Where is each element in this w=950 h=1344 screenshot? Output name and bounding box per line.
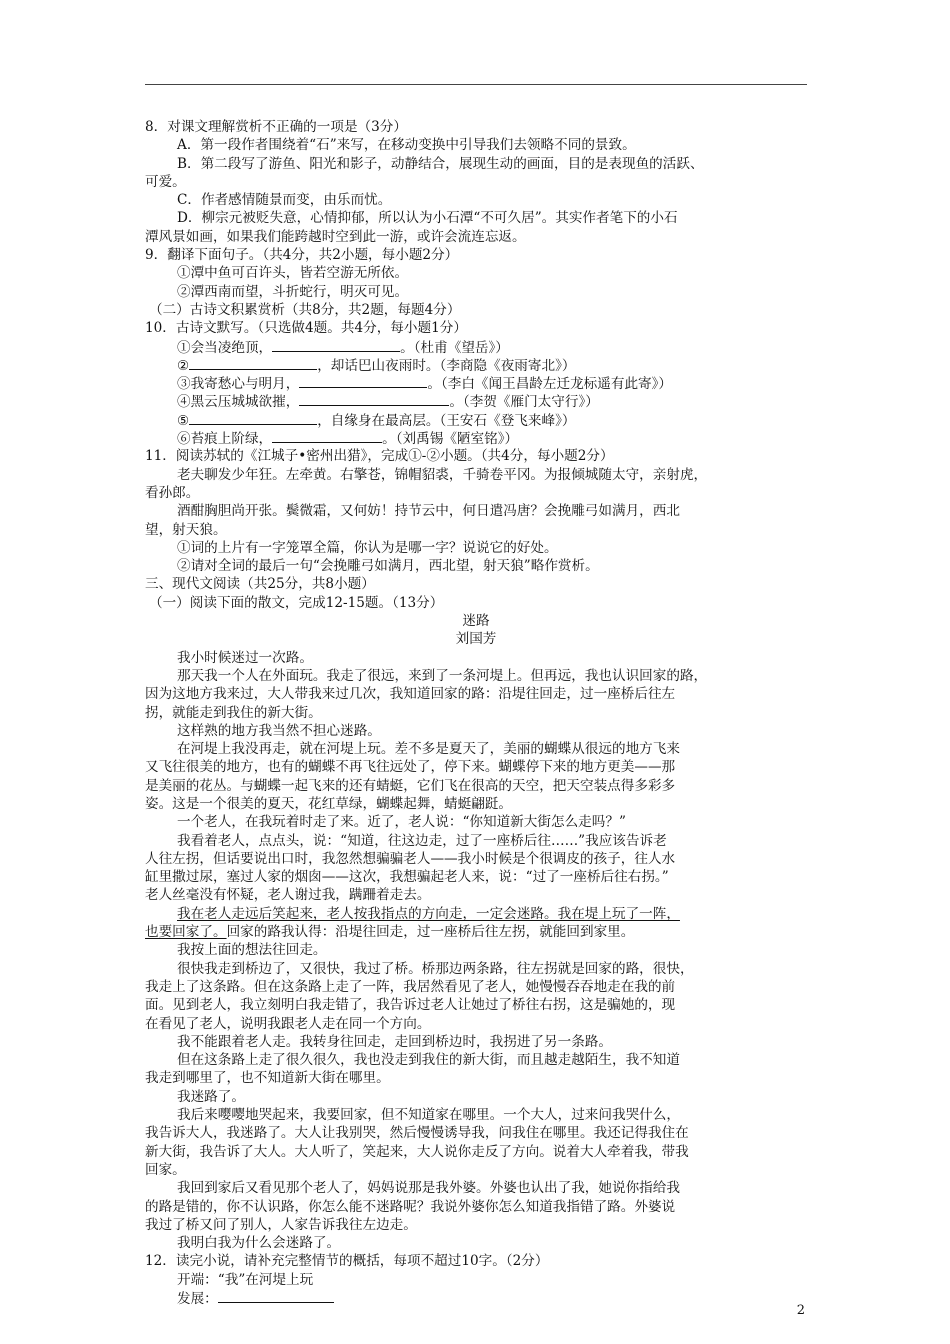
- essay-line: 但在这条路上走了很久很久，我也没走到我住的新大街，而且越走越陌生，我不知道: [177, 1052, 680, 1069]
- essay-line: 我走上了这条路。但在这条路上走了一阵，我居然看见了老人，她慢慢吞吞地走在我的前: [145, 978, 676, 995]
- q10-stem: 10．古诗文默写。（只选做4题。共4分，每小题1分）: [145, 320, 467, 337]
- q10-blank-5[interactable]: [189, 411, 317, 425]
- q10-line-3-text: ③我寄愁心与明月，: [177, 376, 300, 393]
- q8-option-d: D．柳宗元被贬失意，心情抑郁，所以认为小石潭“不可久居”。其实作者笔下的小石: [177, 210, 678, 227]
- essay-line: 在看见了老人，说明我跟老人走在同一个方向。: [145, 1015, 431, 1032]
- q12-start: 开端：“我”在河堤上玩: [177, 1271, 314, 1288]
- essay-line: 回家。: [145, 1161, 186, 1178]
- q10-line-1: [145, 338, 807, 356]
- document-body: [145, 118, 807, 1307]
- q8-option-a: A．第一段作者围绕着“石”来写，在移动变换中引导我们去领略不同的景致。: [177, 137, 636, 154]
- q10-line-3-source: 。（李白《闻王昌龄左迁龙标遥有此寄》）: [427, 376, 673, 393]
- section-3-heading: 三、现代文阅读（共25分，共8小题）: [145, 576, 375, 593]
- essay-line: 老人丝毫没有怀疑，老人谢过我，蹒跚着走去。: [145, 887, 431, 904]
- essay-line: 我过了桥又问了别人，人家告诉我往左边走。: [145, 1216, 417, 1233]
- q12-development: [145, 1289, 807, 1307]
- q11-stem: 11．阅读苏轼的《江城子•密州出猎》，完成①-②小题。（共4分，每小题2分）: [145, 448, 614, 465]
- essay-line: 我后来嘤嘤地哭起来，我要回家，但不知道家在哪里。一个大人，过来问我哭什么，: [177, 1107, 680, 1124]
- q10-blank-3[interactable]: [299, 374, 427, 388]
- essay-line: 又飞往很美的地方，也有的蝴蝶不再飞往远处了，停下来。蝴蝶停下来的地方更美——那: [145, 759, 676, 776]
- essay-line: 拐，就能走到我住的新大街。: [145, 704, 322, 721]
- q8-stem: 8．对课文理解赏析不正确的一项是（3分）: [145, 119, 407, 135]
- essay-line: 我明白我为什么会迷路了。: [177, 1235, 341, 1252]
- essay-underlined-text: 我在老人走远后笑起来，老人按我指点的方向走，一定会迷路。我在堤上玩了一阵，: [177, 905, 680, 922]
- q11-sub-1: ①词的上片有一字笼罩全篇，你认为是哪一字？说说它的好处。: [177, 539, 558, 556]
- essay-line: 在河堤上我没再走，就在河堤上玩。差不多是夏天了，美丽的蝴蝶从很远的地方飞来: [177, 741, 680, 758]
- q10-line-6-source: 。（刘禹锡《陋室铭》）: [382, 431, 519, 448]
- q8-option-c: C．作者感情随景而变，由乐而忧。: [177, 192, 392, 209]
- q10-line-2-text: ②: [177, 357, 190, 374]
- essay-line: 面。见到老人，我立刻明白我走错了，我告诉过老人让她过了桥往右拐，这是骗她的，现: [145, 997, 676, 1014]
- essay-line: 新大街，我告诉了大人。大人听了，笑起来，大人说你走反了方向。说着大人牵着我，带我: [145, 1143, 689, 1160]
- q11-poem-line-1: 老夫聊发少年狂。左牵黄。右擎苍，锦帽貂裘，千骑卷平冈。为报倾城随太守，亲射虎，: [177, 466, 708, 483]
- essay-title: 迷路: [462, 613, 490, 630]
- q9-sentence-2: ②潭西南而望，斗折蛇行，明灭可见。: [177, 283, 409, 300]
- q10-line-2: [145, 356, 807, 374]
- q10-line-4-source: 。（李贺《雁门太守行》）: [449, 394, 599, 411]
- q10-line-4: [145, 392, 807, 410]
- q11-poem-line-2-cont: 望，射天狼。: [145, 521, 227, 538]
- q11-sub-2: ②请对全词的最后一句“会挽雕弓如满月，西北望，射天狼”略作赏析。: [177, 558, 599, 575]
- essay-line: 的路是错的，你不认识路，你怎么能不迷路呢？我说外婆你怎么知道我指错了路。外婆说: [145, 1198, 676, 1215]
- page-number: 2: [796, 1303, 805, 1318]
- q10-line-1-text: ①会当凌绝顶，: [177, 339, 273, 356]
- q10-line-4-text: ④黑云压城城欲摧，: [177, 394, 300, 411]
- essay-line: 我告诉大人，我迷路了。大人让我别哭，然后慢慢诱导我，问我住在哪里。我还记得我住在: [145, 1125, 689, 1142]
- essay-line: 我走到哪里了，也不知道新大街在哪里。: [145, 1070, 390, 1087]
- essay-text: 回家的路我认得：沿堤往回走，过一座桥后往左拐，就能回到家里。: [226, 924, 635, 941]
- q10-line-5-text: ⑤: [177, 412, 190, 429]
- q8-option-d-cont: 潭风景如画，如果我们能跨越时空到此一游，或许会流连忘返。: [145, 228, 526, 245]
- essay-underlined-line-cont: [145, 923, 807, 941]
- q10-blank-2[interactable]: [189, 356, 317, 370]
- q10-line-3: [145, 374, 807, 392]
- q12-stem: 12．读完小说，请补充完整情节的概括，每项不超过10字。（2分）: [145, 1253, 549, 1270]
- section-3-1-heading: （一）阅读下面的散文，完成12-15题。（13分）: [149, 594, 444, 611]
- essay-line: 一个老人，在我玩着时走了来。近了，老人说：“你知道新大街怎么走吗？”: [177, 814, 626, 831]
- q10-blank-4[interactable]: [299, 392, 449, 406]
- essay-line: 缸里撒过尿，塞过人家的烟囱——这次，我想骗起老人来，说：“过了一座桥后往右拐。”: [145, 869, 669, 886]
- essay-line: 我小时候迷过一次路。: [177, 649, 313, 666]
- q9-stem: 9．翻译下面句子。（共4分，共2小题，每小题2分）: [145, 247, 459, 264]
- q11-poem-line-2: 酒酣胸胆尚开张。鬓微霜，又何妨！持节云中，何日遣冯唐？会挽雕弓如满月，西北: [177, 503, 680, 520]
- essay-line: 因为这地方我来过，大人带我来过几次，我知道回家的路：沿堤往回走，过一座桥后往左: [145, 686, 676, 703]
- q10-blank-1[interactable]: [272, 338, 400, 352]
- section-2-heading: （二）古诗文积累赏析（共8分，共2题，每题4分）: [149, 301, 461, 318]
- essay-line: 我按上面的想法往回走。: [177, 942, 327, 959]
- q9-sentence-1: ①潭中鱼可百许头，皆若空游无所依。: [177, 265, 409, 282]
- q8-option-b-cont: 可爱。: [145, 173, 186, 190]
- q10-line-5: [145, 411, 807, 429]
- essay-line: 是美丽的花丛。与蝴蝶一起飞来的还有蜻蜓，它们飞在很高的天空，把天空装点得多彩多: [145, 777, 676, 794]
- essay-line: 这样熟的地方我当然不担心迷路。: [177, 722, 381, 739]
- essay-author: 刘国芳: [455, 631, 497, 648]
- q12-development-blank[interactable]: [218, 1289, 334, 1303]
- essay-line: 人往左拐，但话要说出口时，我忽然想骗骗老人——我小时候是个很调皮的孩子，往人水: [145, 850, 676, 867]
- header-rule: [145, 84, 807, 85]
- essay-underlined-line: [145, 905, 807, 923]
- essay-line: 我看着老人，点点头，说：“知道，往这边走，过了一座桥后往……”我应该告诉老: [177, 832, 667, 849]
- essay-line: 我不能跟着老人走。我转身往回走，走回到桥边时，我拐进了另一条路。: [177, 1033, 612, 1050]
- essay-line: 那天我一个人在外面玩。我走了很远，来到了一条河堤上。但再远，我也认识回家的路，: [177, 667, 708, 684]
- q10-line-6: [145, 429, 807, 447]
- q11-poem-line-1-cont: 看孙郎。: [145, 484, 200, 501]
- q10-blank-6[interactable]: [272, 429, 382, 443]
- q10-line-1-source: 。（杜甫《望岳》）: [400, 339, 509, 356]
- q8-option-b: B．第二段写了游鱼、阳光和影子，动静结合，展现生动的画面，目的是表现鱼的活跃、: [177, 155, 704, 172]
- q12-development-label: 发展：: [177, 1291, 218, 1307]
- essay-line: 我回到家后又看见那个老人了，妈妈说那是我外婆。外婆也认出了我，她说你指给我: [177, 1180, 680, 1197]
- essay-line: 姿。这是一个很美的夏天，花红草绿，蝴蝶起舞，蜻蜓翩跹。: [145, 795, 513, 812]
- q10-line-5-source: ，自缘身在最高层。（王安石《登飞来峰》）: [317, 412, 576, 429]
- q10-line-6-text: ⑥苔痕上阶绿，: [177, 431, 273, 448]
- essay-line: 我迷路了。: [177, 1088, 245, 1105]
- essay-line: 很快我走到桥边了，又很快，我过了桥。桥那边两条路，往左拐就是回家的路，很快，: [177, 960, 694, 977]
- essay-underlined-text: 也要回家了。: [145, 924, 227, 941]
- q10-line-2-source: ，却话巴山夜雨时。（李商隐《夜雨寄北》）: [317, 357, 576, 374]
